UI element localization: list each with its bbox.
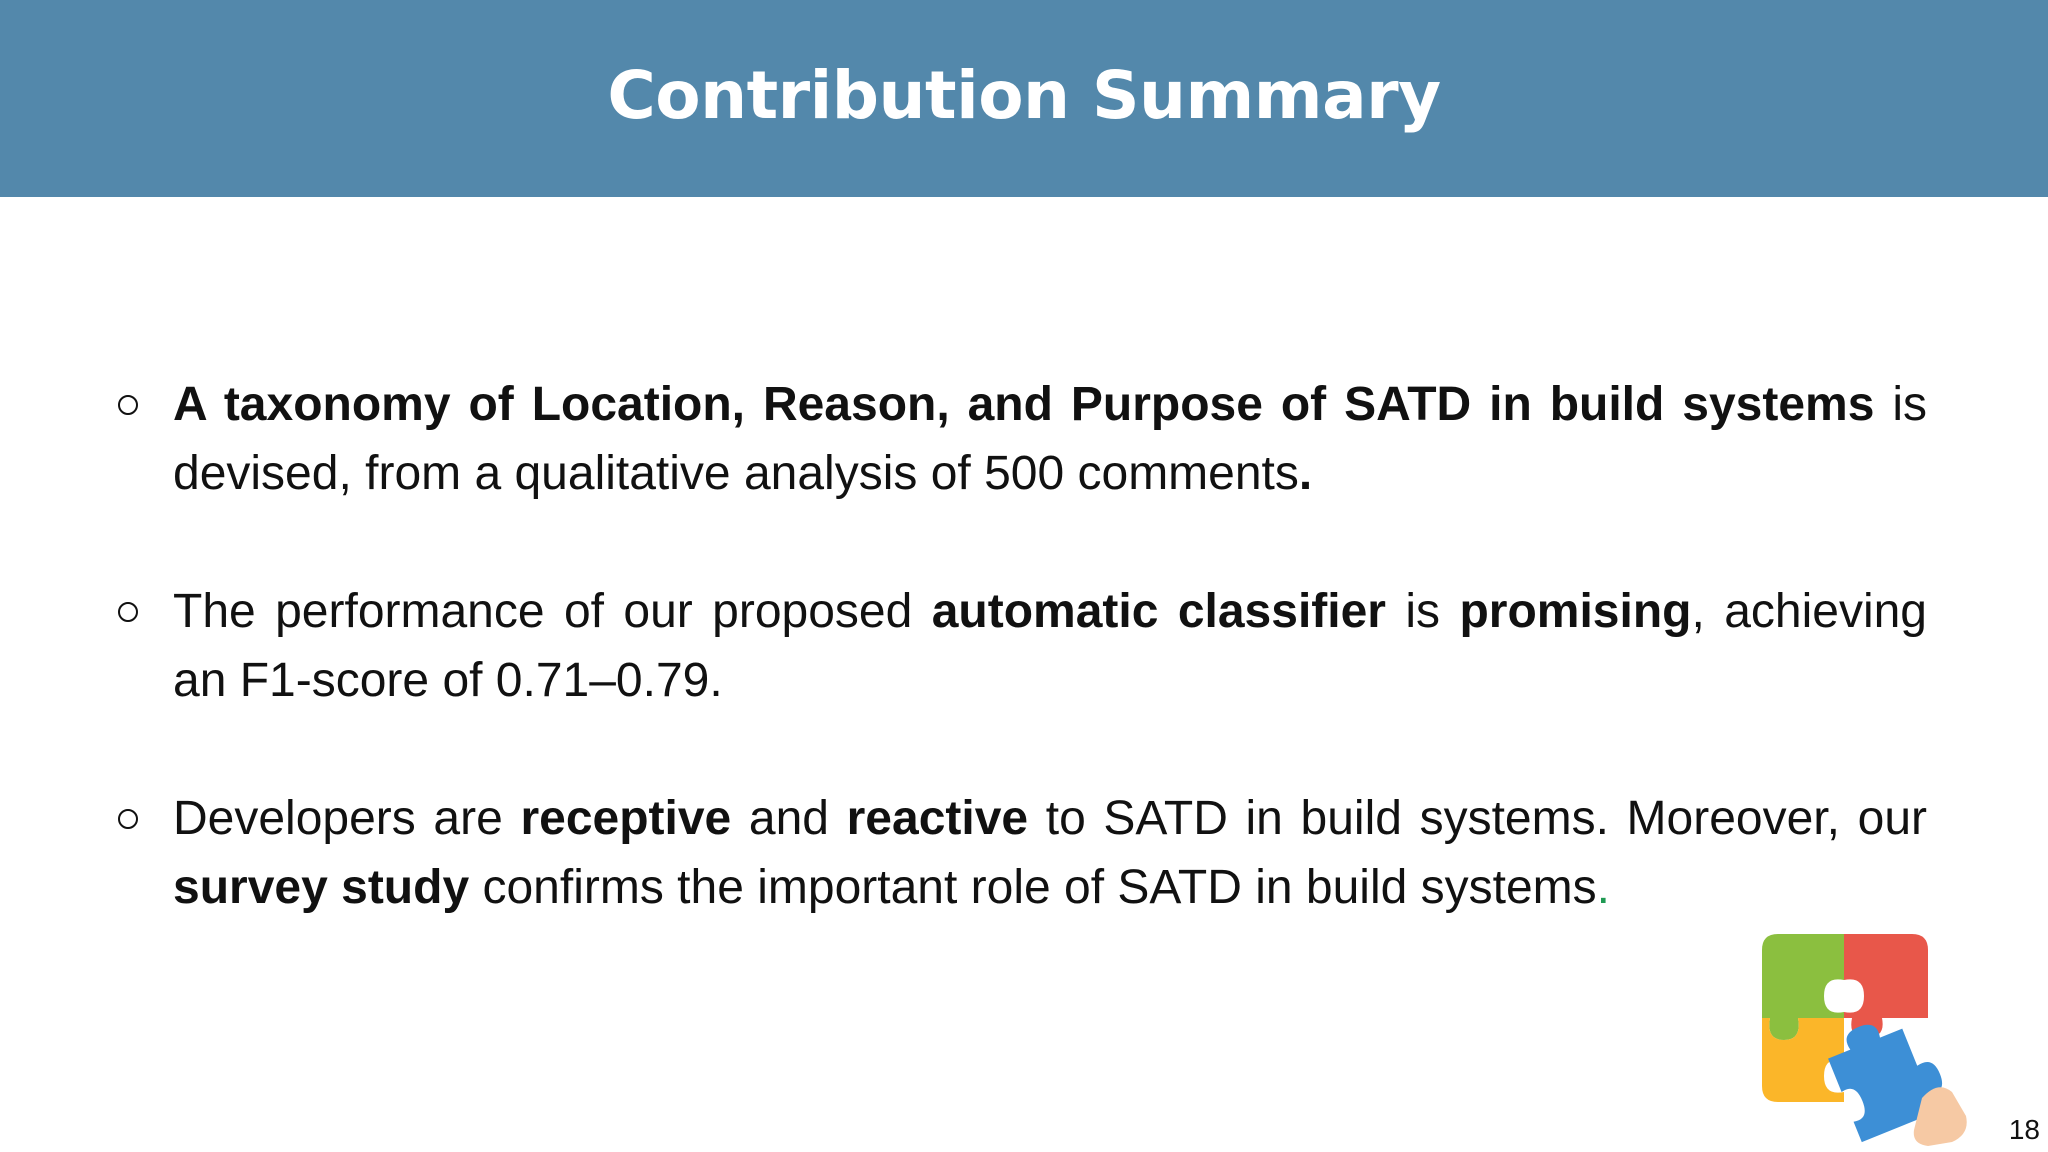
title-bar [0, 0, 2048, 197]
puzzle-piece-red [1844, 934, 1928, 1038]
bullet-text: to SATD in build systems. Moreover, our [1028, 792, 1927, 845]
bullet-text: , achieving an F1-score of 0.71–0.79. [173, 585, 1928, 707]
circle-bullet-icon [118, 809, 138, 829]
bullet-text: is devised, from a qualitative analysis of 500 comments [173, 378, 1927, 500]
bullet-list [112, 370, 1927, 922]
bullet-text: is [1385, 585, 1460, 638]
slide-title: Contribution Summary [607, 57, 1441, 134]
bullet-text: confirms the important role of SATD in build systems [469, 861, 1597, 914]
bullet-text: The performance of our proposed [173, 585, 932, 638]
bullet-bold: promising [1459, 585, 1692, 638]
bullet-bold: receptive [520, 792, 732, 845]
bullet-bold-lead: A taxonomy of Location, Reason, and Purpose of SATD in build systems [173, 378, 1875, 431]
bullet-bold: survey study [173, 861, 470, 914]
bullet-text: Developers are [173, 792, 521, 845]
bullet-bold-end: . [1298, 447, 1313, 500]
bullet-item-taxonomy [112, 370, 1927, 508]
bullet-text: and [731, 792, 847, 845]
page-number: 18 [2008, 1114, 2040, 1145]
circle-bullet-icon [118, 395, 138, 415]
bullet-item-developers [112, 784, 1927, 922]
circle-bullet-icon [118, 602, 138, 622]
puzzle-icon [1752, 930, 1972, 1150]
bullet-item-classifier [112, 577, 1927, 715]
bullet-end-dot: . [1596, 861, 1610, 914]
bullet-bold: automatic classifier [931, 585, 1386, 638]
bullet-bold: reactive [846, 792, 1029, 845]
